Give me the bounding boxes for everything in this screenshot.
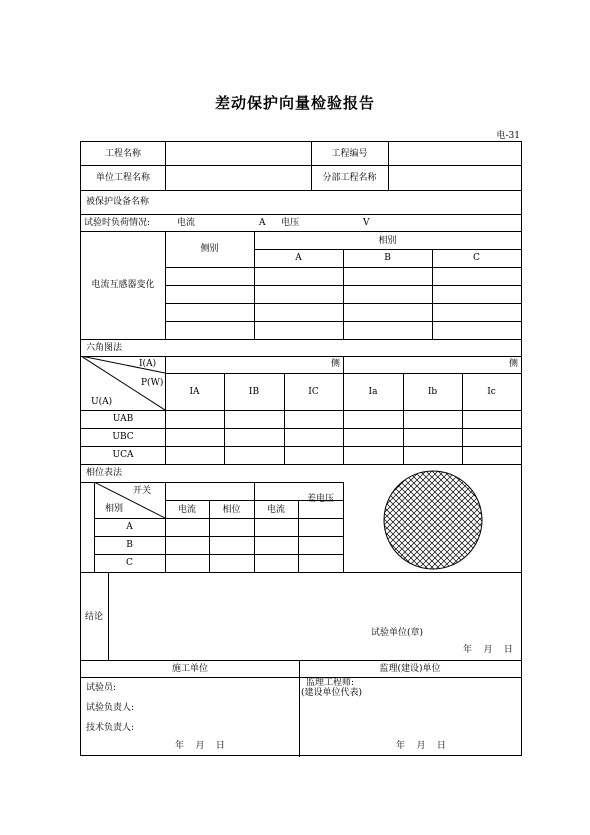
subunit-name-field[interactable]	[388, 166, 521, 190]
project-number-label: 工程编号	[331, 149, 368, 159]
hexagon-p-label: P(W)	[141, 378, 164, 388]
project-name-field[interactable]	[165, 142, 311, 165]
hexagon-col-ia-lower: Ia	[368, 387, 378, 397]
load-voltage-unit: V	[363, 218, 370, 228]
phase-row-b: B	[126, 540, 133, 550]
load-condition-label: 试验时负荷情况:	[84, 218, 151, 228]
page-title: 差动保护向量检验报告	[214, 94, 375, 112]
phase-diff-voltage: 差电压	[306, 494, 334, 504]
hexagon-row-ubc: UBC	[112, 432, 134, 442]
ct-phase-b: B	[384, 253, 391, 263]
ct-phase-a: A	[295, 253, 302, 263]
load-current-label: 电流	[177, 218, 196, 228]
hexagon-row-uca: UCA	[112, 450, 134, 460]
hexagon-u-label: U(A)	[91, 397, 113, 407]
hexagon-col-ic-lower: Ic	[487, 387, 496, 397]
right-date: 年 月 日	[396, 741, 446, 751]
load-current-unit: A	[259, 218, 266, 228]
hexagon-side-2: 侧	[509, 359, 519, 369]
unit-name-label: 单位工程名称	[95, 173, 150, 183]
hexagon-row-uab: UAB	[112, 414, 134, 424]
construction-unit-label: 施工单位	[171, 664, 208, 674]
phase-method-label: 相位表法	[86, 468, 123, 478]
project-number-field[interactable]	[388, 142, 521, 165]
supervisor-label: 监理工程师:	[306, 678, 355, 688]
unit-name-field[interactable]	[165, 166, 311, 190]
hexagon-col-ia: IA	[189, 387, 200, 397]
tester-label: 试验员:	[86, 683, 117, 693]
phase-row-a: A	[126, 522, 133, 532]
hexagon-side-1: 侧	[331, 359, 341, 369]
hexagon-col-ic: IC	[308, 387, 319, 397]
phase-col-current-2: 电流	[266, 505, 285, 515]
tech-lead-label: 技术负责人:	[86, 723, 135, 733]
load-voltage-label: 电压	[281, 218, 300, 228]
project-name-label: 工程名称	[104, 149, 141, 159]
test-lead-label: 试验负责人:	[86, 703, 135, 713]
phase-col-current-1: 电流	[177, 505, 196, 515]
owner-rep-label: (建设单位代表)	[301, 688, 363, 698]
hexagon-i-label: I(A)	[139, 359, 157, 369]
subunit-name-label: 分部工程名称	[322, 173, 377, 183]
hexagon-section-label: 六角图法	[86, 343, 123, 353]
phase-switch-label: 开关	[133, 486, 152, 496]
ct-phase-label: 相别	[378, 236, 397, 246]
hexagon-col-ib-lower: Ib	[427, 387, 438, 397]
phase-row-c: C	[126, 558, 133, 568]
conclusion-label: 结论	[85, 612, 104, 622]
hexagon-col-ib: IB	[248, 387, 260, 397]
phase-col-phase: 相位	[222, 505, 241, 515]
report-table	[80, 141, 522, 756]
hatched-circle-diagram	[381, 468, 485, 572]
form-code: 电-31	[496, 131, 520, 141]
supervision-unit-label: 监理(建设)单位	[379, 664, 441, 674]
ct-side-label: 侧别	[200, 244, 219, 254]
test-unit-seal: 试验单位(章)	[371, 628, 424, 638]
phase-phase-label: 相别	[105, 504, 124, 514]
ct-change-label: 电流互感器变化	[91, 280, 155, 290]
protected-device-label: 被保护设备名称	[86, 197, 150, 207]
left-date: 年 月 日	[175, 741, 225, 751]
ct-phase-c: C	[473, 253, 480, 263]
conclusion-date: 年 月 日	[463, 645, 513, 655]
